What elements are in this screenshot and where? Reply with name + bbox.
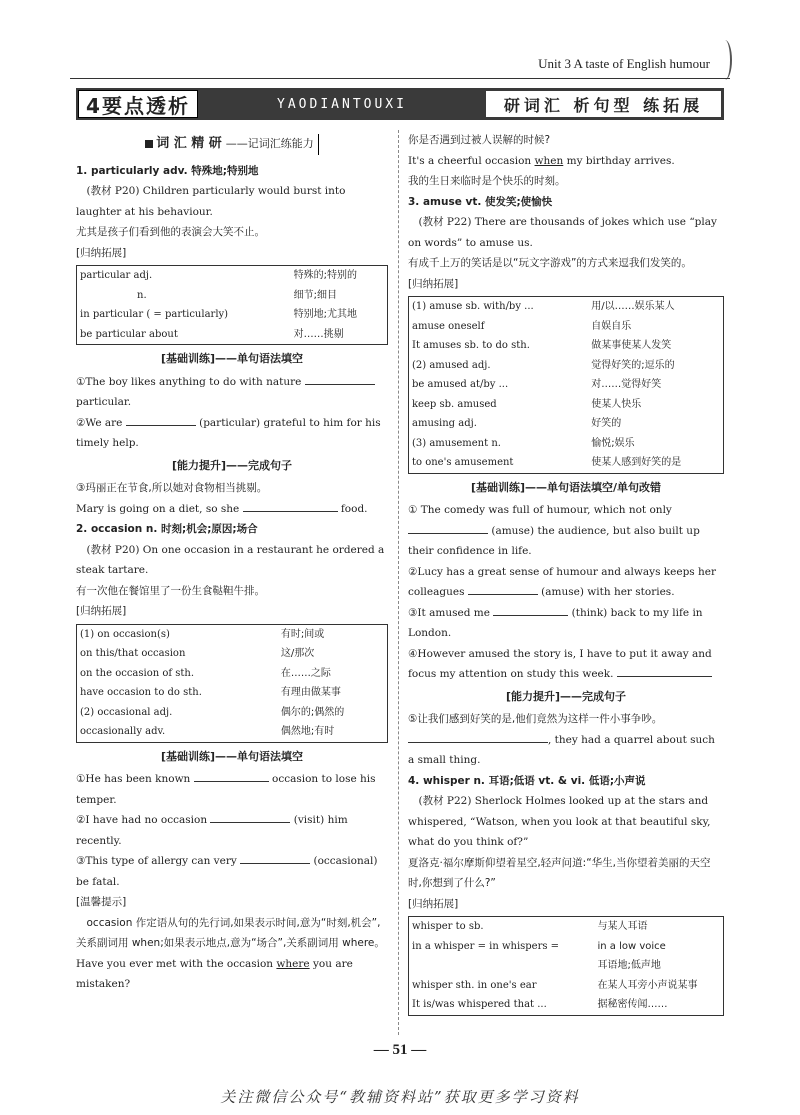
table-row xyxy=(409,917,724,937)
column-divider xyxy=(398,130,399,1035)
table-cell: keep sb. amused xyxy=(412,398,497,410)
question-cn: ⑤让我们感到好笑的是,他们竟然为这样一件小事争吵。 xyxy=(408,713,663,725)
table-cell: It is/was whispered that ... xyxy=(412,999,547,1010)
question-text: (occasional) be fatal. xyxy=(76,855,378,888)
example-en: (教材 P22) There are thousands of jokes which use “play on words” to amuse us. xyxy=(408,216,717,249)
question-text: , they had a quarrel about such a small thing. xyxy=(408,733,715,766)
table-cell: 偶然地;有时 xyxy=(280,726,335,737)
table-row xyxy=(409,336,724,356)
table-cell: n. xyxy=(137,289,147,301)
answer-blank[interactable] xyxy=(240,852,310,864)
table-cell: 在……之际 xyxy=(280,667,331,679)
table-cell: 细节;细目 xyxy=(293,289,338,301)
table-row xyxy=(409,956,724,976)
table-row xyxy=(409,356,724,376)
table-cell: 好笑的 xyxy=(591,418,622,429)
question xyxy=(76,769,388,810)
table-row xyxy=(77,305,388,325)
expand-table-occasion xyxy=(76,624,388,743)
question-text: occasion to lose his temper. xyxy=(76,773,376,806)
expand-table-whisper xyxy=(408,916,724,1016)
table-cell: whisper to sb. xyxy=(412,921,484,932)
table-cell: 做某事使某人发笑 xyxy=(591,340,672,351)
section-title-text: 词 汇 精 研 xyxy=(156,136,222,151)
page-number: — 51 — xyxy=(373,1042,427,1058)
table-cell: 耳语地;低声地 xyxy=(597,960,661,971)
table-cell: 对……觉得好笑 xyxy=(591,379,662,390)
table-row xyxy=(77,664,388,684)
tip-example xyxy=(408,151,724,172)
question-text: ④However amused the story is, I have to put it away and focus my attention on study this week. xyxy=(408,647,712,680)
section-banner xyxy=(76,88,724,120)
tip-example-text: you are mistaken? xyxy=(76,957,353,990)
table-row xyxy=(409,414,724,434)
entry-title-particularly: 1. particularly adv. 特殊地;特别地 xyxy=(76,164,259,177)
tip-example-keyword: where xyxy=(276,957,310,970)
train-basic-heading: [基础训练]——单句语法填空 xyxy=(160,749,304,763)
question-text: ① The comedy was full of humour, which not only xyxy=(408,504,672,516)
label-expand: [归纳拓展] xyxy=(76,605,127,617)
table-cell: 有时;间或 xyxy=(280,628,325,640)
table-cell: whisper sth. in one's ear xyxy=(412,979,537,991)
banner-pinyin: YAODIANTOUXI xyxy=(277,96,407,112)
label-expand: [归纳拓展] xyxy=(408,277,459,290)
train-basic-heading: [基础训练]——单句语法填空/单句改错 xyxy=(470,480,662,494)
question-text: (think) back to my life in London. xyxy=(408,606,703,639)
tip-example-text: It's a cheerful occasion xyxy=(408,154,532,167)
question xyxy=(76,851,388,892)
expand-table-particularly xyxy=(76,265,388,345)
tip-example-text: my birthday arrives. xyxy=(566,154,675,167)
answer-blank[interactable] xyxy=(468,583,538,595)
expand-table-amuse xyxy=(408,296,724,474)
question-text: particular. xyxy=(76,396,132,408)
table-cell: 自娱自乐 xyxy=(591,320,632,332)
table-cell: 特别地;尤其地 xyxy=(293,309,358,320)
table-cell: 觉得好笑的;逗乐的 xyxy=(591,359,675,371)
table-cell: (1) on occasion(s) xyxy=(80,628,170,640)
right-column xyxy=(408,130,724,1020)
table-cell: 与某人耳语 xyxy=(597,921,648,932)
answer-blank[interactable] xyxy=(493,604,568,616)
label-expand: [归纳拓展] xyxy=(76,246,127,259)
table-cell: 使某人感到好笑的是 xyxy=(591,457,682,468)
table-cell: amusing adj. xyxy=(412,418,477,429)
tip-text: occasion 作定语从句的先行词,如果表示时间,意为“时刻,机会”,关系副词用 when;如果表示地点,意为“场合”,关系副词用 where。 xyxy=(76,916,385,949)
table-cell xyxy=(409,956,595,976)
table-row xyxy=(77,644,388,664)
question xyxy=(408,603,724,644)
table-row xyxy=(77,286,388,306)
tip-example-cn: 我的生日来临时是个快乐的时刻。 xyxy=(408,175,566,187)
entry-title-amuse: 3. amuse vt. 使发笑;使愉快 xyxy=(408,195,553,208)
table-row xyxy=(77,325,388,345)
label-expand: [归纳拓展] xyxy=(408,897,459,910)
table-row xyxy=(77,703,388,723)
tip-example xyxy=(76,954,388,995)
table-cell: 对……挑剔 xyxy=(293,328,344,340)
table-cell: (1) amuse sb. with/by ... xyxy=(412,301,534,312)
question xyxy=(76,810,388,851)
question xyxy=(408,730,724,771)
question xyxy=(76,499,388,520)
question-text: ②Lucy has a great sense of humour and always keeps her colleagues xyxy=(408,565,717,598)
table-cell: on this/that occasion xyxy=(80,648,186,659)
table-cell: 在某人耳旁小声说某事 xyxy=(597,979,698,991)
table-cell: on the occasion of sth. xyxy=(80,667,195,679)
table-row xyxy=(409,995,724,1015)
tip-example-keyword: when xyxy=(534,154,564,167)
question xyxy=(408,644,724,685)
question-text: ①The boy likes anything to do with nature xyxy=(76,375,302,388)
table-cell: be amused at/by ... xyxy=(412,379,509,390)
header-bracket-decoration xyxy=(718,40,732,80)
answer-blank[interactable] xyxy=(305,373,375,385)
table-row xyxy=(409,937,724,957)
question-text: ③This type of allergy can very xyxy=(76,855,237,867)
table-row xyxy=(409,317,724,337)
question-text: ①He has been known xyxy=(76,773,191,785)
entry-title-occasion: 2. occasion n. 时刻;机会;原因;场合 xyxy=(76,523,258,535)
table-cell: 愉悦;娱乐 xyxy=(591,437,635,449)
answer-blank[interactable] xyxy=(210,811,290,823)
tip-example-cn: 你是否遇到过被人误解的时候? xyxy=(408,134,551,146)
question-text: (visit) him recently. xyxy=(76,814,348,847)
table-cell: (2) occasional adj. xyxy=(80,706,173,718)
entry-title-whisper: 4. whisper n. 耳语;低语 vt. & vi. 低语;小声说 xyxy=(408,774,646,787)
answer-blank[interactable] xyxy=(408,731,548,743)
table-cell: occasionally adv. xyxy=(80,726,166,737)
table-cell: 使某人快乐 xyxy=(591,398,642,410)
question-text: (particular) grateful to him for his timely help. xyxy=(76,416,381,449)
question-text: (amuse) the audience, but also built up their confidence in life. xyxy=(408,524,700,557)
answer-blank[interactable] xyxy=(243,500,338,512)
question-text: Mary is going on a diet, so she xyxy=(76,502,240,515)
train-ability-heading: [能力提升]——完成句子 xyxy=(505,689,627,703)
footer-note: 关注微信公众号“教辅资料站”获取更多学习资料 xyxy=(220,1088,580,1106)
tip-example-text: Have you ever met with the occasion xyxy=(76,957,274,970)
table-cell: (3) amusement n. xyxy=(412,437,501,449)
question xyxy=(408,562,724,603)
table-cell: particular adj. xyxy=(80,270,153,281)
section-title xyxy=(76,134,388,155)
question-text: (amuse) with her stories. xyxy=(541,586,675,598)
table-row xyxy=(77,683,388,703)
table-cell: 这/那次 xyxy=(280,648,315,659)
question xyxy=(76,413,388,454)
table-cell: to one's amusement xyxy=(412,457,514,468)
table-cell: in a whisper = in whispers = xyxy=(412,940,560,952)
table-cell: in a low voice xyxy=(597,940,666,952)
square-bullet-icon xyxy=(145,140,153,148)
example-cn: 有一次他在餐馆里了一份生食鞑靼牛排。 xyxy=(76,584,265,597)
example-cn: 夏洛克·福尔摩斯仰望着星空,轻声问道:“华生,当你望着美丽的天空时,你想到了什么?” xyxy=(408,856,711,889)
answer-blank[interactable] xyxy=(617,665,712,677)
table-row xyxy=(409,453,724,473)
banner-subtitle: 研词汇 析句型 练拓展 xyxy=(486,91,721,117)
table-cell: amuse oneself xyxy=(412,320,485,332)
example-en: (教材 P20) Children particularly would burst into laughter at his behaviour. xyxy=(76,185,346,218)
table-cell: have occasion to do sth. xyxy=(80,687,202,698)
section-subtitle: ——记词汇练能力 xyxy=(226,134,319,155)
question-text: ②We are xyxy=(76,416,123,429)
table-cell: 偶尔的;偶然的 xyxy=(280,706,345,718)
example-en: (教材 P22) Sherlock Holmes looked up at the stars and whispered, “Watson, when you look at that beautiful sky, what do you think of?” xyxy=(408,795,711,848)
table-row xyxy=(409,395,724,415)
table-cell: 据秘密传闻…… xyxy=(597,999,668,1010)
table-row xyxy=(409,297,724,317)
header-rule xyxy=(70,78,730,79)
train-ability-heading: [能力提升]——完成句子 xyxy=(171,458,293,472)
table-row xyxy=(77,722,388,742)
question-text: food. xyxy=(340,502,368,515)
table-cell: in particular ( = particularly) xyxy=(80,309,229,320)
question-text: ②I have had no occasion xyxy=(76,814,208,826)
answer-blank[interactable] xyxy=(408,522,488,534)
label-tip: [温馨提示] xyxy=(76,896,127,908)
table-row xyxy=(409,976,724,996)
table-cell: (2) amused adj. xyxy=(412,359,491,371)
question xyxy=(76,372,388,413)
table-cell: 用/以……娱乐某人 xyxy=(591,301,675,312)
left-column xyxy=(76,130,388,995)
table-row xyxy=(77,624,388,644)
question-cn: ③玛丽正在节食,所以她对食物相当挑剔。 xyxy=(76,482,268,494)
question-text: ③It amused me xyxy=(408,606,490,619)
table-cell: 有理由做某事 xyxy=(280,687,341,698)
table-cell: 特殊的;特别的 xyxy=(293,270,358,281)
example-cn: 尤其是孩子们看到他的表演会大笑不止。 xyxy=(76,226,265,238)
train-basic-heading: [基础训练]——单句语法填空 xyxy=(160,352,304,365)
example-cn: 有成千上万的笑话是以“玩文字游戏”的方式来逗我们发笑的。 xyxy=(408,257,692,269)
table-row xyxy=(77,266,388,286)
answer-blank[interactable] xyxy=(126,414,196,426)
example-en: (教材 P20) On one occasion in a restaurant he ordered a steak tartare. xyxy=(76,543,385,576)
table-cell: be particular about xyxy=(80,328,178,340)
table-cell: It amuses sb. to do sth. xyxy=(412,340,530,351)
table-row xyxy=(409,434,724,454)
question xyxy=(408,500,724,562)
unit-header: Unit 3 A taste of English humour xyxy=(538,56,710,71)
table-row xyxy=(409,375,724,395)
answer-blank[interactable] xyxy=(194,770,269,782)
banner-title: 4要点透析 xyxy=(78,90,198,118)
